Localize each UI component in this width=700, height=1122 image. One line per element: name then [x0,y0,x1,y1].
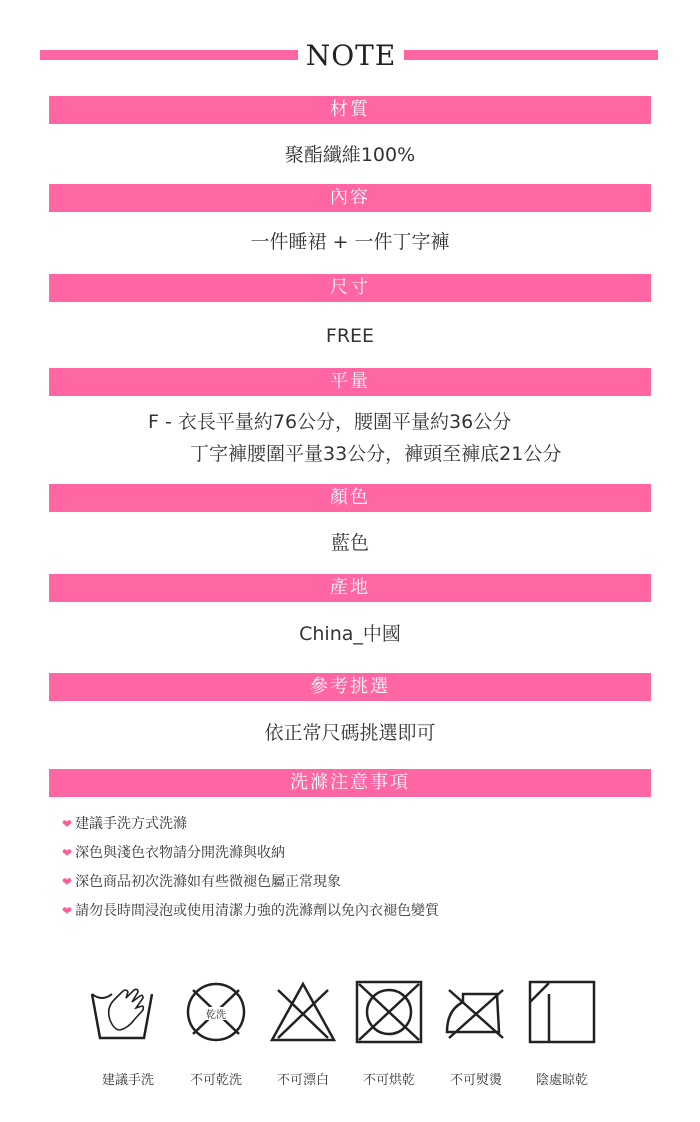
hand-wash-label: 建議手洗 [101,1073,154,1088]
care-item [62,843,285,863]
section-measurements-header: 平量 [49,368,651,396]
note-bar-right [404,50,658,60]
no-bleach-label: 不可漂白 [276,1073,329,1088]
care-item [62,872,341,892]
heart-icon: ❤ [62,875,73,889]
heart-icon: ❤ [62,904,73,918]
care-item [62,814,187,834]
no-dry-clean-label: 不可乾洗 [189,1073,242,1088]
no-iron-label: 不可熨燙 [449,1073,502,1088]
care-item-text: 深色與淺色衣物請分開洗滌與收納 [75,845,286,861]
origin-value: China_中國 [299,623,401,645]
section-size-header: 尺寸 [49,274,651,302]
section-care-header: 洗滌注意事項 [49,769,651,797]
advice-value: 依正常尺碼挑選即可 [264,722,436,744]
heart-icon: ❤ [62,846,73,860]
shade-dry-icon [527,980,597,1044]
measurement-line-1: F - 衣長平量約76公分，腰圍平量約36公分 [148,411,512,433]
shade-dry-label: 陰處晾乾 [535,1073,588,1088]
section-material-header: 材質 [49,96,651,124]
heart-icon: ❤ [62,817,73,831]
note-bar-left [40,50,298,60]
measurement-line-2: 丁字褲腰圍平量33公分，褲頭至褲底21公分 [190,443,562,465]
note-title: NOTE [305,39,397,72]
section-contents-header: 內容 [49,184,651,212]
section-color-header: 顏色 [49,484,651,512]
dry-clean-text: 乾洗 [206,1010,226,1021]
contents-value: 一件睡裙 + 一件丁字褲 [250,231,450,253]
care-item-text: 建議手洗方式洗滌 [75,816,188,832]
color-value: 藍色 [330,532,369,554]
note-header [0,38,700,74]
no-bleach-icon [268,980,338,1044]
care-item-text: 請勿長時間浸泡或使用清潔力強的洗滌劑以免內衣褪色變質 [75,903,440,919]
no-tumble-dry-icon [354,980,424,1044]
care-item-text: 深色商品初次洗滌如有些微褪色屬正常現象 [75,874,342,890]
no-tumble-dry-label: 不可烘乾 [362,1073,415,1088]
hand-wash-icon [88,980,158,1044]
size-value: FREE [325,325,375,347]
material-value: 聚酯纖維100% [284,144,416,166]
section-advice-header: 參考挑選 [49,673,651,701]
care-item [62,901,439,921]
no-dry-clean-icon [181,980,251,1044]
no-iron-icon [441,980,511,1044]
section-origin-header: 產地 [49,574,651,602]
